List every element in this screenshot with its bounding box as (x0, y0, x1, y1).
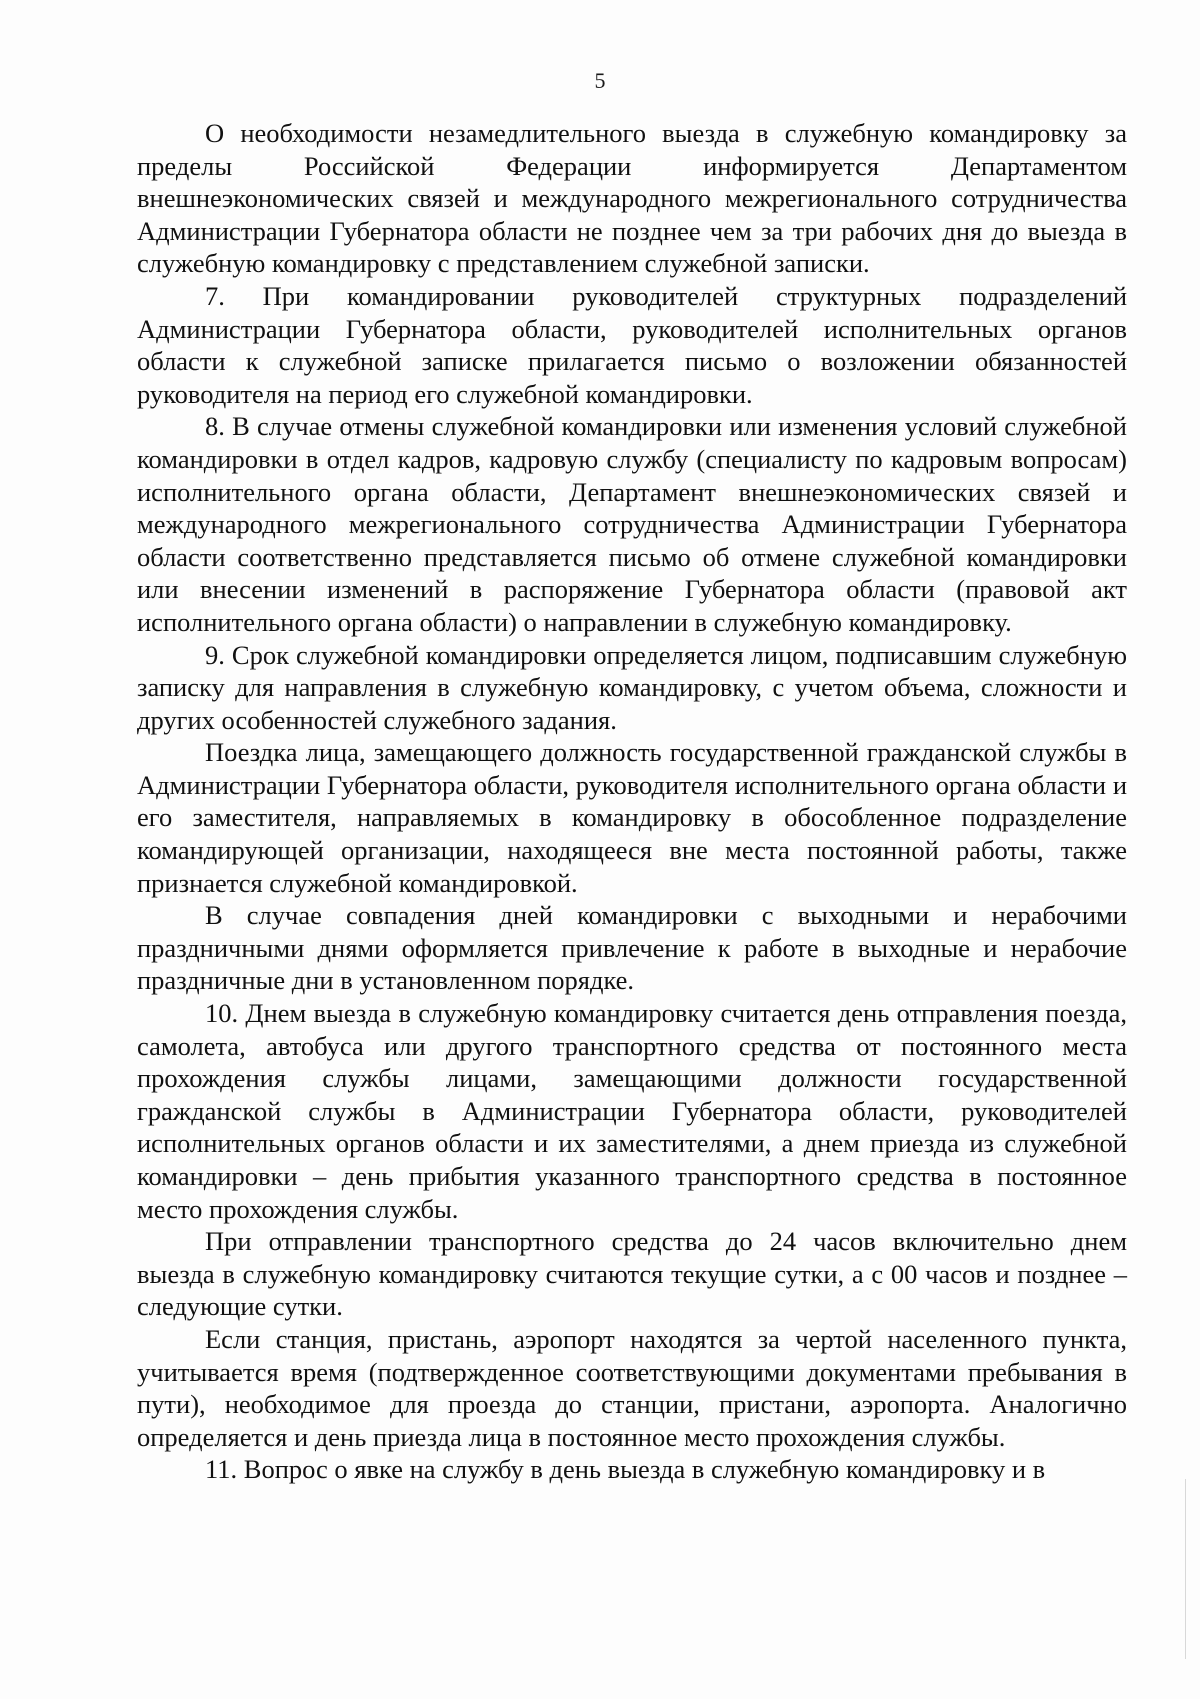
paragraph-item-11: 11. Вопрос о явке на службу в день выезда в служебную командировку и в (205, 1454, 1046, 1485)
paragraph-item-10: 10. Днем выезда в служебную командировку считается день отправления поезда, самолета, автобуса или другого транспортного средства от постоянного места прохождения службы лицами, замещающими должности государственной гражданской службы в Администрации Губернатора области, руководителей исполнительных органов области и их заместителями, а днем приезда из служебной командировки – день прибытия указанного транспортного средства в постоянное место прохождения службы. (137, 998, 1127, 1224)
paragraph-departure-time: При отправлении транспортного средства до 24 часов включительно днем выезда в служебную командировку считаются текущие сутки, а с 00 часов и позднее – следующие сутки. (137, 1226, 1127, 1322)
paragraph-weekend-days: В случае совпадения дней командировки с выходными и нерабочими праздничными днями оформляется привлечение к работе в выходные и нерабочие праздничные дни в установленном порядке. (137, 900, 1127, 996)
paragraph-trip-to-subdivision: Поездка лица, замещающего должность государственной гражданской службы в Администрации Губернатора области, руководителя исполнительного органа области и его заместителя, направляемых в командировку в обособленное подразделение командирующей организации, находящееся вне места постоянной работы, также признается служебной командировкой. (137, 737, 1127, 898)
page-number: 5 (594, 68, 606, 93)
scan-edge-line (1185, 1479, 1186, 1659)
paragraph-station-outside: Если станция, пристань, аэропорт находятся за чертой населенного пункта, учитывается время (подтвержденное соответствующими документами пребывания в пути), необходимое для проезда до станции, пристани, аэропорта. Аналогично определяется и день приезда лица в постоянное место прохождения службы. (137, 1323, 1127, 1452)
document-body (137, 117, 1127, 1486)
paragraph-item-7: 7. При командировании руководителей структурных подразделений Администрации Губернатора области, руководителей исполнительных органов области к служебной записке прилагается письмо о возложении обязанностей руководителя на период его служебной командировки. (137, 280, 1127, 409)
paragraph-item-9: 9. Срок служебной командировки определяется лицом, подписавшим служебную записку для направления в служебную командировку, с учетом объема, сложности и других особенностей служебного задания. (137, 639, 1127, 735)
paragraph-item-8: 8. В случае отмены служебной командировки или изменения условий служебной командировки в отдел кадров, кадровую службу (специалисту по кадровым вопросам) исполнительного органа области, Департамент внешнеэкономических связей и международного межрегионального сотрудничества Администрации Губернатора области соответственно представляется письмо об отмене служебной командировки или внесении изменений в распоряжение Губернатора области (правовой акт исполнительного органа области) о направлении в служебную командировку. (137, 411, 1127, 637)
paragraph-foreign-trip-notice: О необходимости незамедлительного выезда в служебную командировку за пределы Российской Федерации информируется Департаментом внешнеэкономических связей и международного межрегионального сотрудничества Администрации Губернатора области не позднее чем за три рабочих дня до выезда в служебную командировку с представлением служебной записки. (137, 118, 1127, 279)
